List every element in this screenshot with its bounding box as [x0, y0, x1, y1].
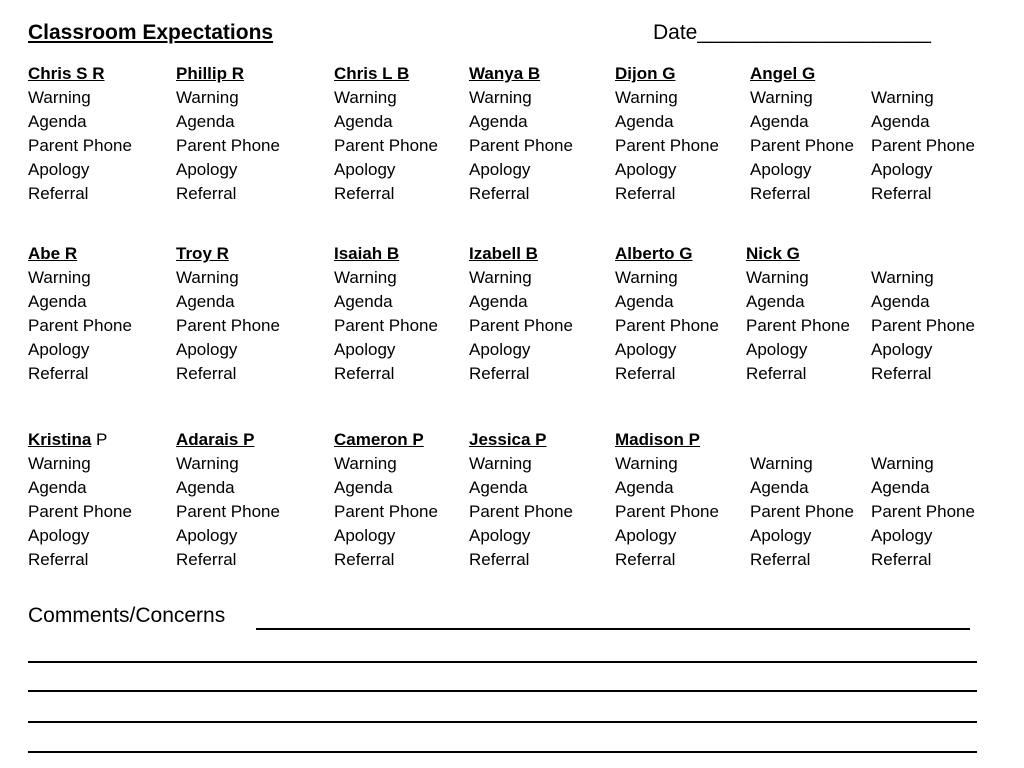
student-block	[615, 428, 719, 572]
consequence-step[interactable]: Apology	[176, 526, 238, 545]
student-name-line	[176, 62, 280, 86]
consequence-step[interactable]: Warning	[746, 268, 809, 287]
consequence-step[interactable]: Referral	[750, 184, 811, 203]
consequence-step[interactable]: Parent Phone	[615, 502, 719, 521]
consequence-step[interactable]: Referral	[176, 184, 237, 203]
consequence-step[interactable]: Parent Phone	[469, 502, 573, 521]
consequence-step[interactable]: Warning	[469, 88, 532, 107]
consequence-step[interactable]: Agenda	[750, 478, 809, 497]
consequence-step[interactable]: Warning	[750, 454, 813, 473]
consequence-step[interactable]: Referral	[871, 550, 932, 569]
consequence-step[interactable]: Parent Phone	[176, 502, 280, 521]
consequence-step[interactable]: Referral	[28, 550, 89, 569]
consequence-step[interactable]: Referral	[750, 550, 811, 569]
student-name-line	[871, 428, 975, 452]
consequence-step[interactable]: Apology	[871, 340, 933, 359]
student-block	[28, 428, 132, 572]
consequence-step[interactable]: Warning	[334, 268, 397, 287]
consequence-step[interactable]: Referral	[176, 550, 237, 569]
consequence-step[interactable]: Parent Phone	[871, 136, 975, 155]
consequence-step[interactable]: Agenda	[469, 478, 528, 497]
student-name-line	[750, 62, 854, 86]
student-name-line	[334, 242, 438, 266]
student-block	[176, 428, 280, 572]
student-name: Adarais P	[176, 430, 255, 449]
consequence-step[interactable]: Referral	[469, 184, 530, 203]
consequence-step[interactable]: Referral	[746, 364, 807, 383]
consequence-step[interactable]: Apology	[871, 160, 933, 179]
consequence-step[interactable]: Warning	[28, 454, 91, 473]
consequence-step[interactable]: Apology	[615, 526, 677, 545]
consequence-step[interactable]: Agenda	[746, 292, 805, 311]
consequence-step[interactable]: Parent Phone	[871, 502, 975, 521]
consequence-step[interactable]: Apology	[746, 340, 808, 359]
student-name-line	[615, 242, 719, 266]
consequence-step[interactable]: Warning	[176, 88, 239, 107]
consequence-step[interactable]: Parent Phone	[28, 502, 132, 521]
student-name: Chris S R	[28, 64, 105, 83]
consequence-step[interactable]: Parent Phone	[615, 136, 719, 155]
student-block	[871, 62, 975, 206]
consequence-step[interactable]: Warning	[469, 268, 532, 287]
consequence-step[interactable]: Warning	[334, 454, 397, 473]
consequence-step[interactable]: Apology	[871, 526, 933, 545]
consequence-step[interactable]: Referral	[334, 184, 395, 203]
student-block	[334, 62, 438, 206]
consequence-step[interactable]: Parent Phone	[28, 136, 132, 155]
student-name: Chris L B	[334, 64, 410, 83]
consequence-step[interactable]: Warning	[28, 88, 91, 107]
consequence-step[interactable]: Referral	[28, 364, 89, 383]
consequence-step[interactable]: Apology	[615, 160, 677, 179]
comments-line[interactable]	[256, 628, 970, 630]
consequence-step[interactable]: Parent Phone	[176, 316, 280, 335]
student-block	[176, 62, 280, 206]
student-name-line	[469, 62, 573, 86]
consequence-step[interactable]: Agenda	[334, 112, 393, 131]
student-name: Abe R	[28, 244, 78, 263]
consequence-step[interactable]: Referral	[615, 184, 676, 203]
consequence-step[interactable]: Apology	[28, 340, 90, 359]
consequence-step[interactable]: Referral	[176, 364, 237, 383]
comments-line[interactable]	[28, 661, 977, 663]
student-block	[28, 62, 132, 206]
date-field[interactable]: Date____________________	[653, 21, 931, 44]
consequence-step[interactable]: Apology	[334, 526, 396, 545]
student-block	[469, 428, 573, 572]
consequence-step[interactable]: Apology	[615, 340, 677, 359]
comments-line[interactable]	[28, 751, 977, 753]
consequence-step[interactable]: Parent Phone	[334, 136, 438, 155]
consequence-step[interactable]: Agenda	[469, 292, 528, 311]
consequence-step[interactable]: Apology	[334, 160, 396, 179]
student-block	[615, 242, 719, 386]
consequence-step[interactable]: Warning	[615, 268, 678, 287]
consequence-step[interactable]: Parent Phone	[871, 316, 975, 335]
student-block	[469, 242, 573, 386]
consequence-step[interactable]: Apology	[176, 340, 238, 359]
consequence-step[interactable]: Parent Phone	[615, 316, 719, 335]
student-name: Madison P	[615, 430, 701, 449]
student-name-line	[750, 428, 854, 452]
student-block	[334, 428, 438, 572]
consequence-step[interactable]: Agenda	[28, 478, 87, 497]
consequence-step[interactable]: Referral	[334, 364, 395, 383]
student-name: Alberto G	[615, 244, 693, 263]
student-name-line	[469, 242, 573, 266]
consequence-step[interactable]: Referral	[469, 364, 530, 383]
student-block	[334, 242, 438, 386]
student-name-line	[334, 62, 438, 86]
student-name: Izabell B	[469, 244, 538, 263]
consequence-step[interactable]: Referral	[469, 550, 530, 569]
student-block	[615, 62, 719, 206]
consequence-step[interactable]: Apology	[750, 160, 812, 179]
consequence-step[interactable]: Apology	[469, 160, 531, 179]
student-name-line	[746, 242, 850, 266]
student-block	[469, 62, 573, 206]
consequence-step[interactable]: Parent Phone	[334, 316, 438, 335]
student-name: Phillip R	[176, 64, 244, 83]
student-name: Nick G	[746, 244, 800, 263]
student-name-line	[176, 428, 280, 452]
consequence-step[interactable]: Agenda	[750, 112, 809, 131]
comments-label: Comments/Concerns	[28, 604, 226, 627]
student-block	[871, 242, 975, 386]
consequence-step[interactable]: Agenda	[28, 292, 87, 311]
student-name: Troy R	[176, 244, 229, 263]
consequence-step[interactable]: Agenda	[334, 292, 393, 311]
consequence-step[interactable]: Apology	[334, 340, 396, 359]
consequence-step[interactable]: Warning	[750, 88, 813, 107]
consequence-step[interactable]: Agenda	[334, 478, 393, 497]
consequence-step[interactable]: Agenda	[176, 478, 235, 497]
consequence-step[interactable]: Warning	[615, 454, 678, 473]
student-name-line	[176, 242, 280, 266]
consequence-step[interactable]: Parent Phone	[750, 136, 854, 155]
consequence-step[interactable]: Parent Phone	[176, 136, 280, 155]
student-name: Wanya B	[469, 64, 541, 83]
consequence-step[interactable]: Warning	[871, 88, 934, 107]
consequence-step[interactable]: Agenda	[871, 478, 930, 497]
student-name-line	[871, 62, 975, 86]
student-name-line	[28, 62, 132, 86]
consequence-step[interactable]: Referral	[871, 184, 932, 203]
consequence-step[interactable]: Apology	[176, 160, 238, 179]
consequence-step[interactable]: Apology	[469, 340, 531, 359]
consequence-step[interactable]: Apology	[469, 526, 531, 545]
student-block	[871, 428, 975, 572]
student-name-suffix: P	[91, 430, 108, 449]
student-name: Angel G	[750, 64, 816, 83]
consequence-step[interactable]: Apology	[28, 526, 90, 545]
consequence-step[interactable]: Warning	[176, 454, 239, 473]
student-block	[28, 242, 132, 386]
consequence-step[interactable]: Warning	[615, 88, 678, 107]
consequence-step[interactable]: Agenda	[28, 112, 87, 131]
student-block	[176, 242, 280, 386]
consequence-step[interactable]: Agenda	[176, 292, 235, 311]
consequence-step[interactable]: Warning	[334, 88, 397, 107]
student-name: Cameron P	[334, 430, 424, 449]
consequence-step[interactable]: Referral	[615, 364, 676, 383]
student-block	[750, 428, 854, 572]
consequence-step[interactable]: Parent Phone	[469, 136, 573, 155]
student-name-line	[615, 428, 719, 452]
student-name-line	[615, 62, 719, 86]
consequence-step[interactable]: Parent Phone	[469, 316, 573, 335]
consequence-step[interactable]: Warning	[871, 454, 934, 473]
consequence-step[interactable]: Agenda	[615, 478, 674, 497]
student-name-line	[334, 428, 438, 452]
consequence-step[interactable]: Referral	[615, 550, 676, 569]
student-name-line	[28, 242, 132, 266]
consequence-step[interactable]: Warning	[176, 268, 239, 287]
student-name-line	[871, 242, 975, 266]
consequence-step[interactable]: Apology	[750, 526, 812, 545]
student-block	[750, 62, 854, 206]
consequence-step[interactable]: Agenda	[615, 292, 674, 311]
student-block	[746, 242, 850, 386]
consequence-step[interactable]: Warning	[871, 268, 934, 287]
consequence-step[interactable]: Agenda	[871, 292, 930, 311]
consequence-step[interactable]: Referral	[334, 550, 395, 569]
consequence-step[interactable]: Agenda	[871, 112, 930, 131]
consequence-step[interactable]: Agenda	[176, 112, 235, 131]
consequence-step[interactable]: Agenda	[615, 112, 674, 131]
consequence-step[interactable]: Parent Phone	[334, 502, 438, 521]
comments-line[interactable]	[28, 690, 977, 692]
consequence-step[interactable]: Warning	[28, 268, 91, 287]
consequence-step[interactable]: Referral	[871, 364, 932, 383]
student-name: Isaiah B	[334, 244, 400, 263]
student-name-line	[469, 428, 573, 452]
consequence-step[interactable]: Parent Phone	[28, 316, 132, 335]
student-name: Kristina	[28, 430, 92, 449]
consequence-step[interactable]: Parent Phone	[746, 316, 850, 335]
student-name-line	[28, 428, 132, 452]
consequence-step[interactable]: Referral	[28, 184, 89, 203]
page-title: Classroom Expectations	[28, 21, 274, 44]
student-name: Dijon G	[615, 64, 676, 83]
comments-line[interactable]	[28, 721, 977, 723]
consequence-step[interactable]: Warning	[469, 454, 532, 473]
student-name: Jessica P	[469, 430, 547, 449]
consequence-step[interactable]: Agenda	[469, 112, 528, 131]
consequence-step[interactable]: Parent Phone	[750, 502, 854, 521]
consequence-step[interactable]: Apology	[28, 160, 90, 179]
